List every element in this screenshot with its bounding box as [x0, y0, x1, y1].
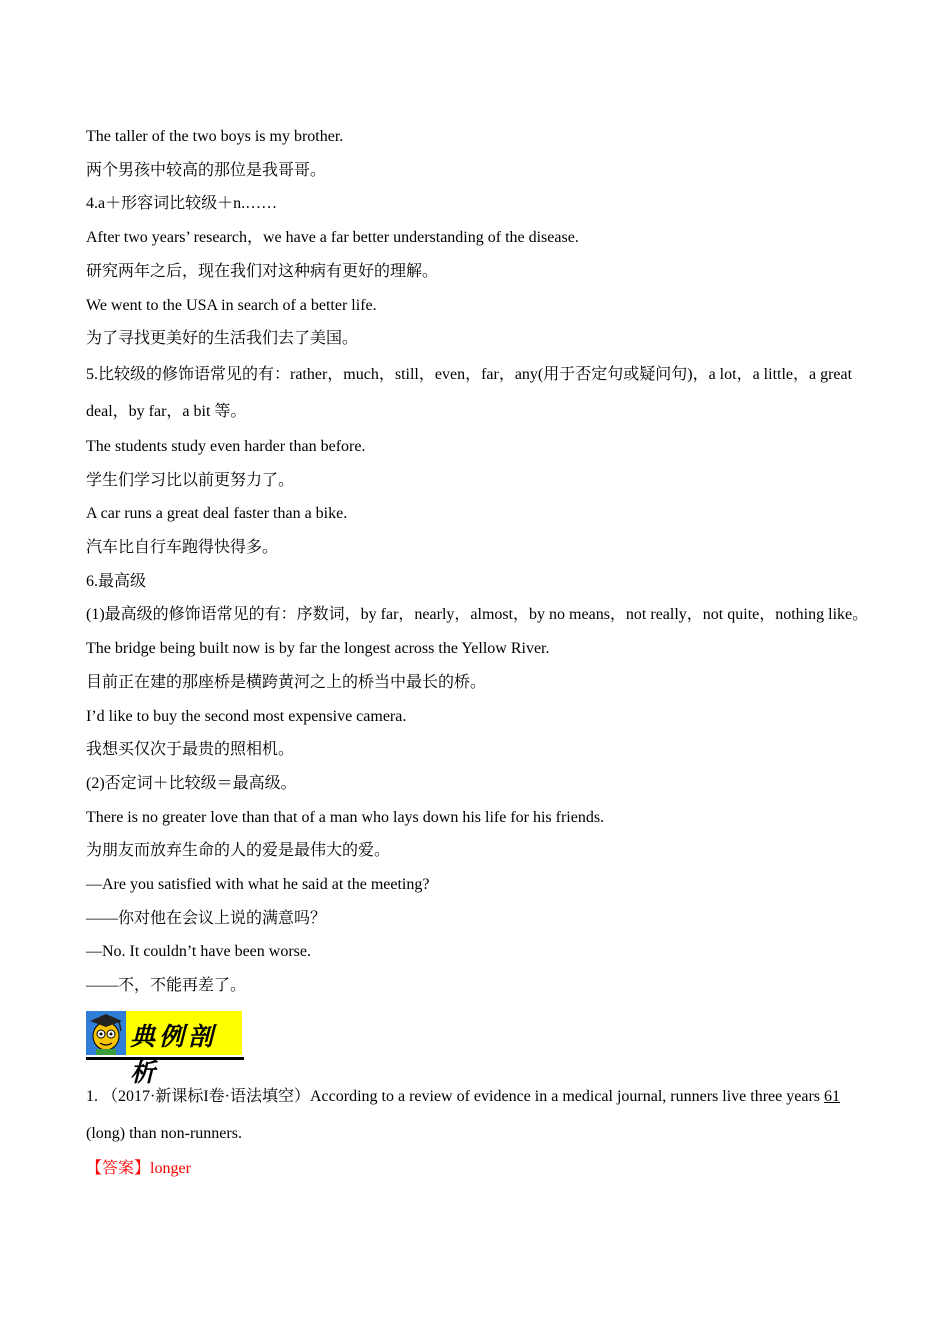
rule-heading: 4.a＋形容词比较级＋n.……: [86, 195, 278, 213]
dialogue-line: —Are you satisfied with what he said at the meeting?: [86, 876, 430, 894]
dialogue-translation: ——你对他在会议上说的满意吗？: [86, 909, 327, 927]
example-translation: 学生们学习比以前更努力了。: [86, 471, 295, 489]
example-sentence: A car runs a great deal faster than a bike.: [86, 505, 348, 523]
example-translation: 两个男孩中较高的那位是我哥哥。: [86, 161, 327, 179]
rule-heading: (2)否定词＋比较级＝最高级。: [86, 774, 297, 792]
section-title: 典例剖析: [130, 1021, 218, 1087]
dialogue-translation: ——不，不能再差了。: [86, 977, 247, 995]
answer-label: 【答案】: [86, 1159, 151, 1177]
answer-line: [86, 1152, 876, 1186]
answer-value: longer: [150, 1159, 191, 1177]
rule-heading: (1)最高级的修饰语常见的有：序数词，by far，nearly，almost，by no means，not really，not quite，nothing like。: [86, 606, 869, 624]
question-prefix: 1. （2017·新课标I卷·语法填空）According to a review of evidence in a medical journal, runners live three years: [86, 1087, 820, 1105]
question-blank: 61: [824, 1087, 840, 1105]
rule-heading: 6.最高级: [86, 572, 147, 590]
example-sentence: The bridge being built now is by far the longest across the Yellow River.: [86, 640, 550, 658]
example-sentence: After two years’ research，we have a far better understanding of the disease.: [86, 229, 579, 247]
dialogue-line: —No. It couldn’t have been worse.: [86, 943, 311, 961]
example-translation: 研究两年之后，现在我们对这种病有更好的理解。: [86, 262, 439, 280]
graduate-cartoon-icon: [86, 1011, 126, 1055]
example-translation: 为了寻找更美好的生活我们去了美国。: [86, 330, 359, 348]
section-badge: [86, 1011, 244, 1087]
example-translation: 为朋友而放弃生命的人的爱是最伟大的爱。: [86, 842, 391, 860]
example-sentence: The students study even harder than before.: [86, 437, 366, 455]
example-sentence: There is no greater love than that of a man who lays down his life for his friends.: [86, 808, 605, 826]
rule-heading: 5.比较级的修饰语常见的有：rather，much，still，even，far，any(用于否定句或疑问句)，a lot，a little，a great deal，by far，a bit 等。: [86, 365, 853, 420]
question-text: [86, 1078, 876, 1152]
example-translation: 我想买仅次于最贵的照相机。: [86, 741, 295, 759]
example-sentence: The taller of the two boys is my brother.: [86, 128, 344, 145]
example-sentence: I’d like to buy the second most expensive camera.: [86, 707, 407, 725]
example-sentence: We went to the USA in search of a better life.: [86, 296, 377, 314]
example-translation: 汽车比自行车跑得快得多。: [86, 539, 279, 557]
document-body: [86, 120, 876, 1186]
question-suffix: (long) than non-runners.: [86, 1124, 242, 1142]
example-translation: 目前正在建的那座桥是横跨黄河之上的桥当中最长的桥。: [86, 673, 487, 691]
